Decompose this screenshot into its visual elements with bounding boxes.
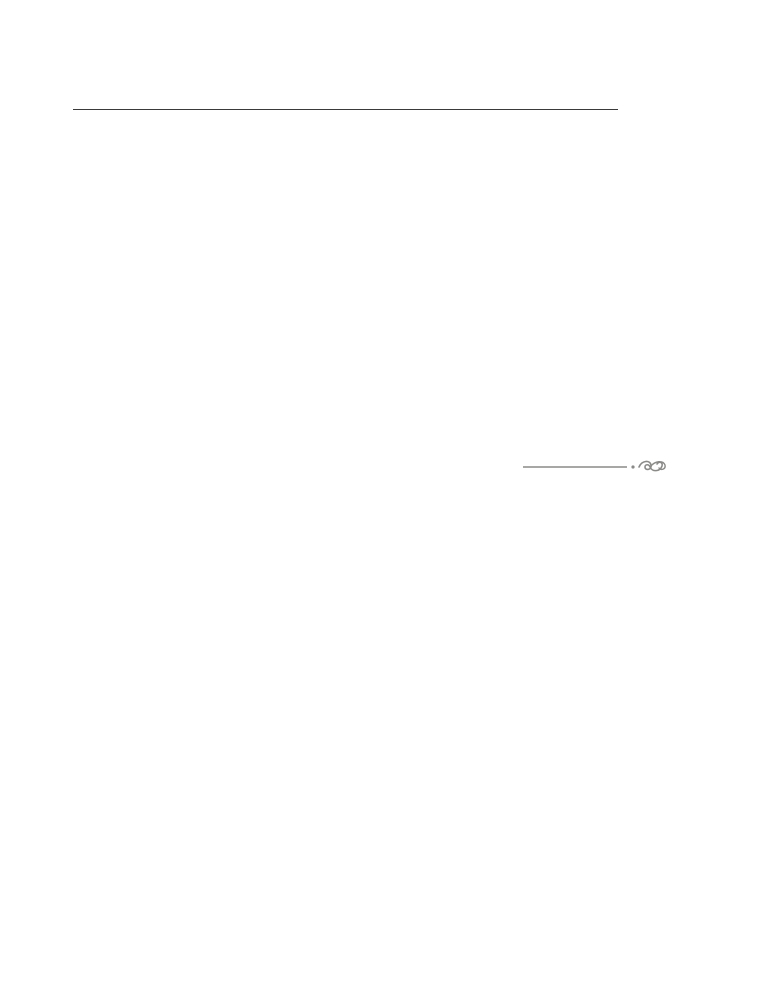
header-rule: [73, 109, 618, 110]
flourish-divider-icon: [523, 457, 669, 477]
